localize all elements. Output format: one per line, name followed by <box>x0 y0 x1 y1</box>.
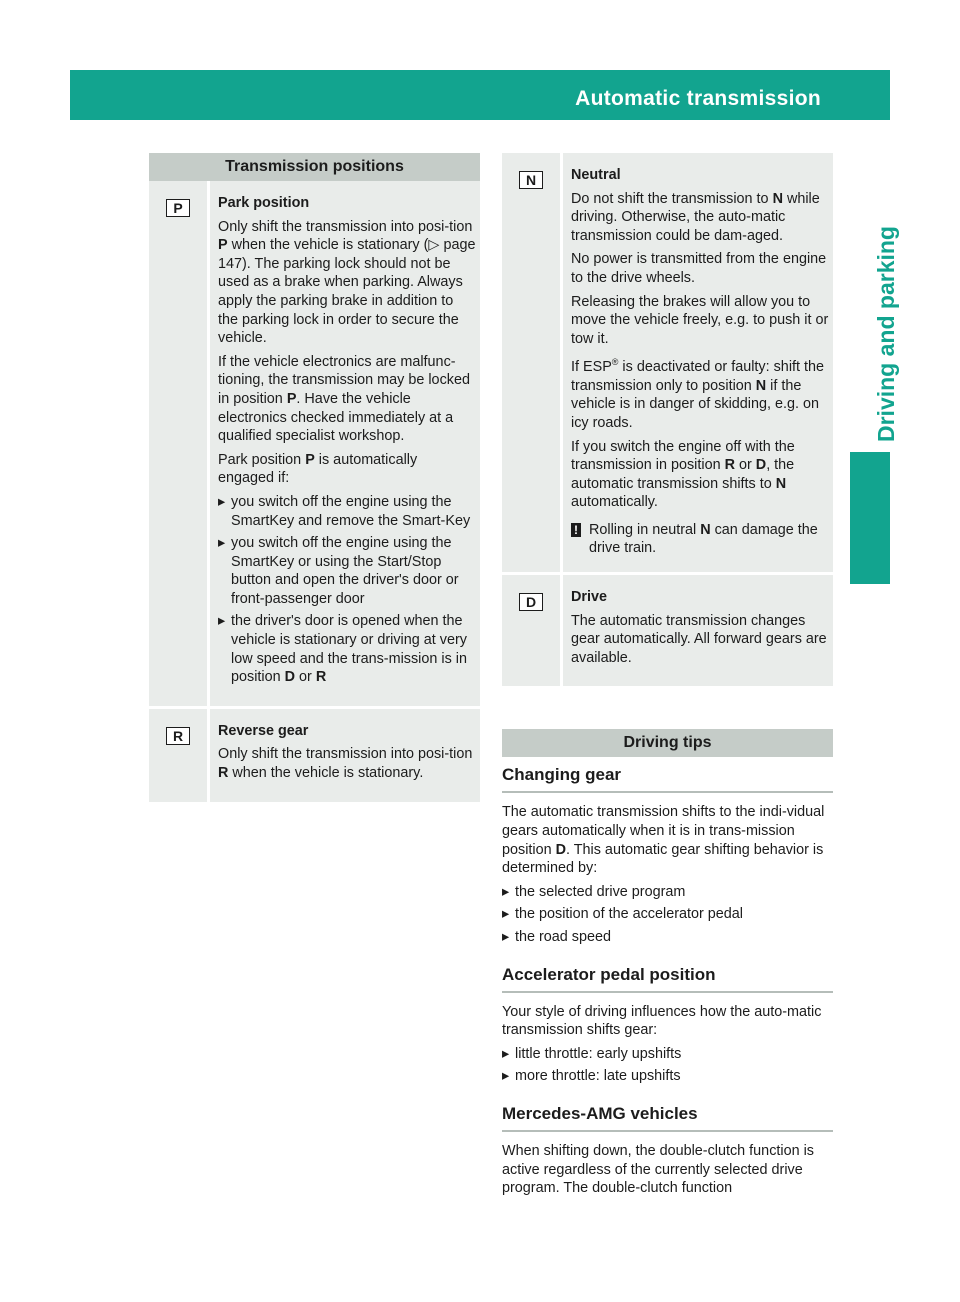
drive-heading: Drive <box>571 589 607 606</box>
list-item: ▸ you switch off the engine using the SmartKey or using the Start/Stop button and open the driver's door or front-passenger door <box>218 534 476 608</box>
right-column: N Neutral Do not shift the transmission to N while driving. Otherwise, the auto-matic transmission could be dam-aged. No power is transmitted from the engine to the drive wheels. Releasing the brakes will allow you to move the vehicle freely, e.g. to push it or tow it. If ESP® is deactivated or faulty: shift the transmission only to position N if the vehicle is in danger of skidding, e.g. on icy roads. If you switch the engine off with the transmission in position R or D, the automatic transmission shifts to N automatically. ! Rolling in neutral N can damage the drive train. D Drive The automatic transmission changes gear automatically. All forward gears are available. Driving tips Changing gear The automatic transmission shifts to the indi-vidual gears automatically when it is in trans-mission position D. This automatic gear shifting behavior is determined by: ▸ the selected drive program ▸ the position of the accelerator pedal ▸ the road speed Accelerator pedal position Your style of driving influences how the auto-matic transmission shifts gear: ▸ little throttle: early upshifts ▸ more throttle: late upshifts Mercedes-AMG vehicles When shifting down, the double-clutch function is active regardless of the currently selected drive program. The double-clutch function <box>502 153 833 1203</box>
table-row-neutral <box>502 153 833 575</box>
heading-accelerator-pedal: Accelerator pedal position <box>502 957 833 993</box>
list-item: ▸ you switch off the engine using the SmartKey and remove the Smart-Key <box>218 493 476 530</box>
warning-icon: ! <box>571 523 581 537</box>
table-row-drive <box>502 575 833 689</box>
changing-gear-list <box>502 883 833 947</box>
neutral-heading: Neutral <box>571 167 621 183</box>
gear-d-icon: D <box>519 593 543 611</box>
page-title: Automatic transmission <box>575 87 821 110</box>
list-item: ▸ more throttle: late upshifts <box>502 1067 833 1086</box>
park-description: Park position Only shift the transmission into posi-tion P when the vehicle is stationary (▷ page 147). The parking lock should not be used as a brake when parking. Always apply the parking brake in addition to the parking lock in order to secure the vehicle. If the vehicle electronics are malfunc-tioning, the transmission may be locked in position P. Have the vehicle electronics checked immediately at a qualified specialist workshop. Park position P is automatically engaged if: ▸ you switch off the engine using the SmartKey and remove the Smart-Key ▸ you switch off the engine using the SmartKey or using the Start/Stop button and open the driver's door or front-passenger door ▸ the driver's door is opened when the vehicle is stationary or driving at very low speed and the trans-mission is in position D or R <box>210 181 480 706</box>
neutral-description: Neutral Do not shift the transmission to N while driving. Otherwise, the auto-matic transmission could be dam-aged. No power is transmitted from the engine to the drive wheels. Releasing the brakes will allow you to move the vehicle freely, e.g. to push it or tow it. If ESP® is deactivated or faulty: shift the transmission only to position N if the vehicle is in danger of skidding, e.g. on icy roads. If you switch the engine off with the transmission in position R or D, the automatic transmission shifts to N automatically. ! Rolling in neutral N can damage the drive train. <box>571 167 829 557</box>
list-item: ▸ the position of the accelerator pedal <box>502 905 833 924</box>
list-item: ▸ the road speed <box>502 928 833 947</box>
list-item: ▸ the selected drive program <box>502 883 833 902</box>
table-row-reverse <box>149 709 480 802</box>
park-conditions-list <box>218 493 476 687</box>
gear-n-icon: N <box>519 171 543 189</box>
gear-r-icon: R <box>166 727 190 745</box>
side-tab-block <box>850 452 890 584</box>
transmission-table-left <box>149 153 480 802</box>
warning-note: ! Rolling in neutral N can damage the drive train. <box>571 521 829 558</box>
list-item: ▸ little throttle: early upshifts <box>502 1045 833 1064</box>
list-item: ▸ the driver's door is opened when the vehicle is stationary or driving at very low speed and the trans-mission is in position D or R <box>218 612 476 686</box>
gear-p-icon: P <box>166 199 190 217</box>
heading-changing-gear: Changing gear <box>502 757 833 793</box>
header-divider <box>900 70 902 120</box>
table-row-park <box>149 181 480 709</box>
side-tab-label: Driving and parking <box>873 226 899 442</box>
page-number: 137 <box>912 87 948 110</box>
section-title-driving-tips: Driving tips <box>502 729 833 757</box>
reverse-description: Reverse gear Only shift the transmission into posi-tion R when the vehicle is stationary. <box>210 709 480 802</box>
header-bar <box>70 70 948 120</box>
reverse-heading: Reverse gear <box>218 722 309 739</box>
park-heading: Park position <box>218 195 310 211</box>
accelerator-list <box>502 1045 833 1086</box>
drive-description: Drive The automatic transmission changes gear automatically. All forward gears are available. <box>563 575 833 686</box>
table-title: Transmission positions <box>149 153 480 181</box>
heading-amg-vehicles: Mercedes-AMG vehicles <box>502 1096 833 1132</box>
page-reference-icon: ▷ <box>428 237 440 254</box>
